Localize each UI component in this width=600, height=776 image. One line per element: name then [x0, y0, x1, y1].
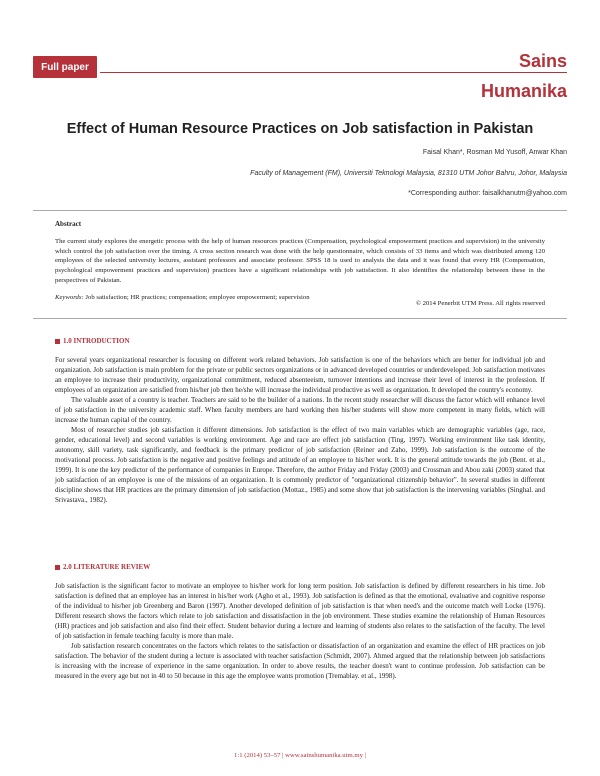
section-marker-icon	[55, 339, 60, 344]
page-footer: 1:1 (2014) 53–57 | www.sainshumanika.utm.my |	[234, 752, 366, 759]
paper-title: Effect of Human Resource Practices on Job satisfaction in Pakistan	[66, 121, 534, 137]
affiliation: Faculty of Management (FM), Universiti Teknologi Malaysia, 81310 UTM Johor Bahru, Johor, Malaysia	[250, 170, 567, 177]
section-heading-text: 2.0 LITERATURE REVIEW	[63, 563, 151, 571]
authors: Faisal Khan*, Rosman Md Yusoff, Anwar Khan	[422, 149, 567, 156]
abstract-top-rule	[33, 210, 567, 211]
section-body	[55, 355, 545, 505]
journal-name-line1: Sains	[518, 51, 567, 71]
paragraph: Most of researcher studies job satisfaction it different dimensions. Job satisfaction is the effect of two main variables which are demographic variables (age, race, gender, educational level) and second variables is working environment. Age and race are effect job satisfaction (Ting, 1997). Working environment like task identity, autonomy, skill variety, task significantly, and feedback is the primary predictor of job satisfaction (Reiner and Zaho, 1999). Job satisfaction is the outcome of the motivational process. Job satisfaction is the negative and positive feelings and attitude of an employee to his/her work. It is the general attitude towards the job (Bent. et al., 1999). It is one the key predictor of the performance of companies in Europe. Therefore, the author Friday and Friday (2003) and Crossman and Abou zaki (2003) stated that job satisfaction of an employee is one of the missions of an organization. It is commonly predictor of "organizational citizenship behavior". In several studies in different discipline shows that HR practices are the primary dimension of job satisfaction (Mottaz., 1985) and some show that job satisfaction is the intervening variables (Singhal. and Srivastava., 1982).	[55, 426, 545, 504]
abstract-bottom-rule	[33, 318, 567, 319]
paragraph: The valuable asset of a country is teacher. Teachers are said to be the builder of a nations. In the recent study researcher will discuss the factor which will enhance level of job satisfaction in the university academic staff. When faculty members are hard working then his/her students will show more competent in many fields, which will increase the human capital of the country.	[55, 396, 545, 424]
abstract-text: The current study explores the energetic process with the help of human resources practices (Compensation, psychological empowerment practices and supervision) in the university which control the job satisfaction over the timing. A cross section research was done with the help questionnaire, which consists of 33 items and which was distributed among 120 employees of the selected university lectures, assistant professors and associate professor. SPSS 18 is used to analysis the data and it was found that every HR (Compensation, psychological empowerment practices and supervision) practices have a significant relationships with job satisfaction. It also identifies the relationship between these in the perspectives of Pakistan.	[55, 238, 545, 284]
full-paper-badge: Full paper	[33, 56, 97, 78]
section-heading	[55, 337, 130, 345]
corresponding-author: *Corresponding author: faisalkhanutm@yahoo.com	[408, 190, 567, 197]
keywords-text: Job satisfaction; HR practices; compensation; employee empowerment; supervision	[85, 294, 310, 301]
section-heading	[55, 563, 150, 571]
paragraph: Job satisfaction is the significant factor to motivate an employee to his/her work for long term position. Job satisfaction is defined by different researchers in his time. Job satisfaction is defined that an employee has an interest in his/her work (Agho et al., 1993). Job satisfaction is defined as that the emotional, evaluative and cognitive response of the individual to his/her job Greenberg and Baron (1997). Another developed definition of job satisfaction is that when need's and the outcome match well Locke (1976). Different research shows the factors which relate to job satisfaction and dissatisfaction in the job environment. These studies examine the relationship of Human Resources (HR) practices and job satisfaction and also find their effect. Student behavior during a lecture and learning of students also relates to the satisfaction of the faculty. The level of job satisfaction in female teaching faculty is more than male.	[55, 582, 545, 640]
journal-name	[481, 46, 567, 106]
keywords-label: Keywords:	[55, 294, 84, 301]
copyright: © 2014 Penerbit UTM Press. All rights reserved	[415, 300, 545, 307]
abstract-heading: Abstract	[55, 220, 82, 228]
header-rule	[100, 72, 567, 73]
section-body	[55, 581, 545, 681]
paragraph: Job satisfaction research concentrates on the factors which relates to the satisfaction or dissatisfaction of an organization and examine the effect of HR practices on job satisfaction. The behavior of the student during a lecture is associated with teacher satisfaction (Schmidt, 2007). Ahmed argued that the relationship between job satisfactions is increasing with the increase of experience in the same organization. In order to above results, the teacher doesn't want to continue profession. Job satisfaction can be measured in the every age but not in 40 to 50 because in this age the employee wants promotion (Tremablay. et al., 1998).	[55, 642, 545, 680]
section-marker-icon	[55, 565, 60, 570]
journal-name-line2: Humanika	[480, 81, 567, 101]
section-heading-text: 1.0 INTRODUCTION	[63, 337, 130, 345]
paragraph: For several years organizational researcher is focusing on different work related behaviors. Job satisfaction is one of the behaviors which are better for individual job and organization. Job satisfaction is main problem for the private or public sectors organizations or in advanced developed countries or underdeveloped. Job satisfaction motivates an employee to increase their productivity, organizational commitment, reduced absenteeism, turnover intentions and increase their level of interest in the profession. If employees of an organization are satisfied from his/her job then he/she will increase the individual productive as well as organization. It developed the country's economy.	[55, 356, 545, 394]
